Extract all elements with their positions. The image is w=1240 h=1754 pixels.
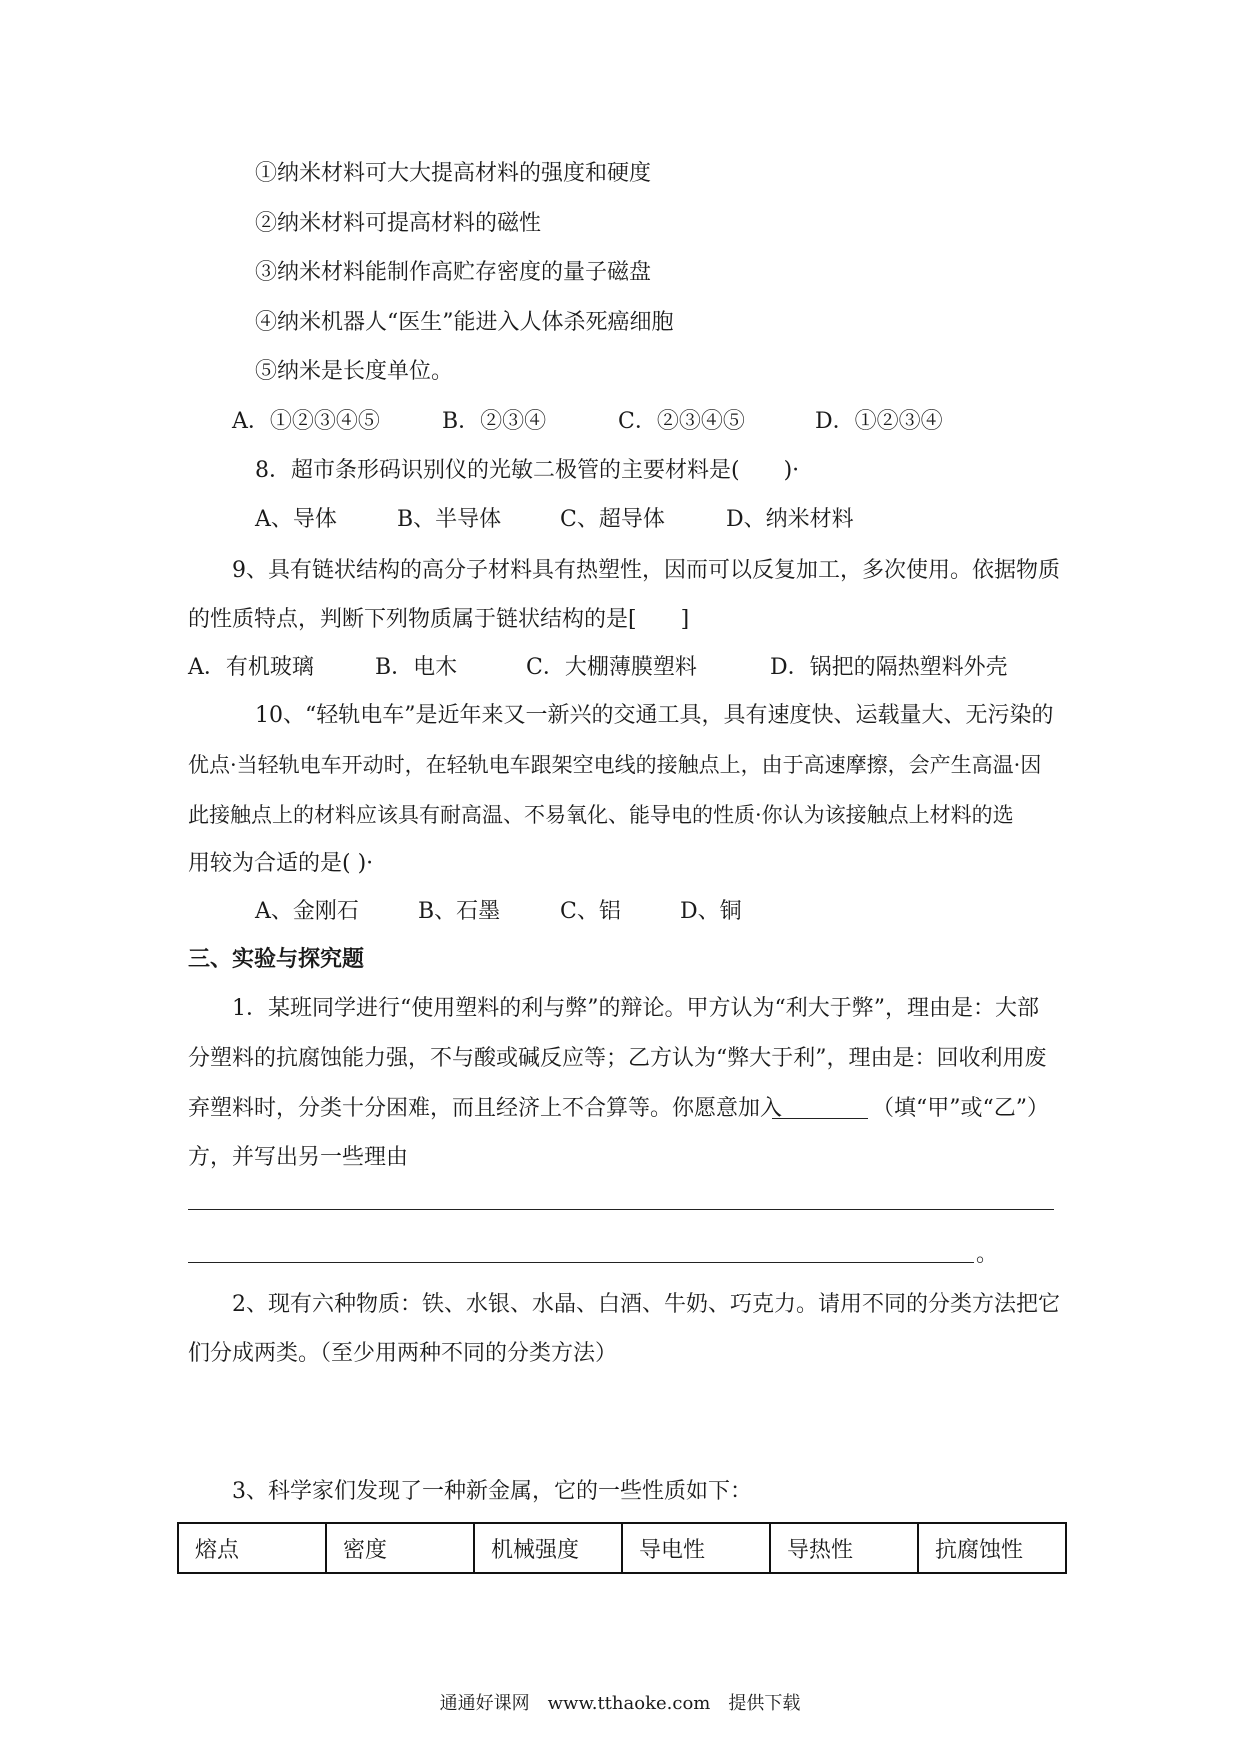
- table-cell-corrosion-resistance: 抗腐蚀性: [918, 1523, 1066, 1573]
- q10-line-4: 用较为合适的是( )·: [188, 851, 374, 876]
- e1-answer-blank: [772, 1118, 868, 1119]
- table-cell-density: 密度: [326, 1523, 474, 1573]
- e2-line-1: 2、现有六种物质：铁、水银、水晶、白酒、牛奶、巧克力。请用不同的分类方法把它: [232, 1292, 1060, 1317]
- q9-option-b: B．电木: [375, 655, 458, 680]
- q10-line-1: 10、“轻轨电车”是近年来又一新兴的交通工具，具有速度快、运载量大、无污染的: [255, 703, 1054, 728]
- q8-option-a: A、导体: [255, 507, 337, 532]
- table-cell-mechanical-strength: 机械强度: [474, 1523, 622, 1573]
- q7-option-a: A．①②③④⑤: [232, 409, 380, 434]
- q10-option-a: A、金刚石: [255, 899, 359, 924]
- table-cell-conductivity: 导电性: [622, 1523, 770, 1573]
- q8-option-b: B、半导体: [397, 507, 502, 532]
- e1-line-1: 1．某班同学进行“使用塑料的利与弊”的辩论。甲方认为“利大于弊”，理由是：大部: [232, 996, 1039, 1021]
- q10-option-d: D、铜: [680, 899, 742, 924]
- q10-line-3: 此接触点上的材料应该具有耐高温、不易氧化、能导电的性质·你认为该接触点上材料的选: [188, 803, 1014, 827]
- e3-stem: 3、科学家们发现了一种新金属，它的一些性质如下：: [232, 1479, 752, 1504]
- e1-end-mark: 。: [976, 1242, 999, 1267]
- e1-answer-line-1: [188, 1209, 1054, 1210]
- q8-option-c: C、超导体: [560, 507, 665, 532]
- e1-line-4: 方，并写出另一些理由: [188, 1145, 409, 1170]
- page-footer: 通通好课网 www.tthaoke.com 提供下载: [439, 1693, 801, 1714]
- q7-option-b: B．②③④: [442, 409, 547, 434]
- statement-4: ④纳米机器人“医生”能进入人体杀死癌细胞: [255, 310, 674, 335]
- q7-option-c: C．②③④⑤: [618, 409, 745, 434]
- q7-option-d: D．①②③④: [815, 409, 943, 434]
- q8-stem: 8．超市条形码识别仪的光敏二极管的主要材料是( )·: [255, 458, 800, 483]
- q10-option-b: B、石墨: [418, 899, 501, 924]
- statement-2: ②纳米材料可提高材料的磁性: [255, 211, 542, 236]
- e1-line-3a: 弃塑料时，分类十分困难，而且经济上不合算等。你愿意加入: [188, 1096, 783, 1121]
- statement-5: ⑤纳米是长度单位。: [255, 359, 454, 384]
- e2-line-2: 们分成两类。（至少用两种不同的分类方法）: [188, 1341, 618, 1366]
- q8-option-d: D、纳米材料: [726, 507, 854, 532]
- q10-option-c: C、铝: [560, 899, 621, 924]
- table-header-row: [178, 1523, 1066, 1573]
- q10-line-2: 优点·当轻轨电车开动时，在轻轨电车跟架空电线的接触点上，由于高速摩擦，会产生高温·因: [188, 753, 1042, 777]
- q9-option-a: A．有机玻璃: [188, 655, 314, 680]
- table-cell-thermal-conductivity: 导热性: [770, 1523, 918, 1573]
- q9-option-d: D．锅把的隔热塑料外壳: [770, 655, 1008, 680]
- table-cell-melting-point: 熔点: [178, 1523, 326, 1573]
- q9-line-2: 的性质特点，判断下列物质属于链状结构的是[ ]: [188, 607, 690, 632]
- properties-table: [177, 1522, 1067, 1574]
- e1-line-2: 分塑料的抗腐蚀能力强，不与酸或碱反应等；乙方认为“弊大于利”，理由是：回收利用废: [188, 1046, 1047, 1071]
- e1-answer-line-2: [188, 1262, 974, 1263]
- q9-option-c: C．大棚薄膜塑料: [526, 655, 697, 680]
- e1-line-3b: （填“甲”或“乙”）: [872, 1096, 1049, 1121]
- statement-3: ③纳米材料能制作高贮存密度的量子磁盘: [255, 260, 652, 285]
- statement-1: ①纳米材料可大大提高材料的强度和硬度: [255, 161, 652, 186]
- q9-line-1: 9、具有链状结构的高分子材料具有热塑性，因而可以反复加工，多次使用。依据物质: [232, 558, 1060, 583]
- section-heading: 三、实验与探究题: [188, 947, 365, 972]
